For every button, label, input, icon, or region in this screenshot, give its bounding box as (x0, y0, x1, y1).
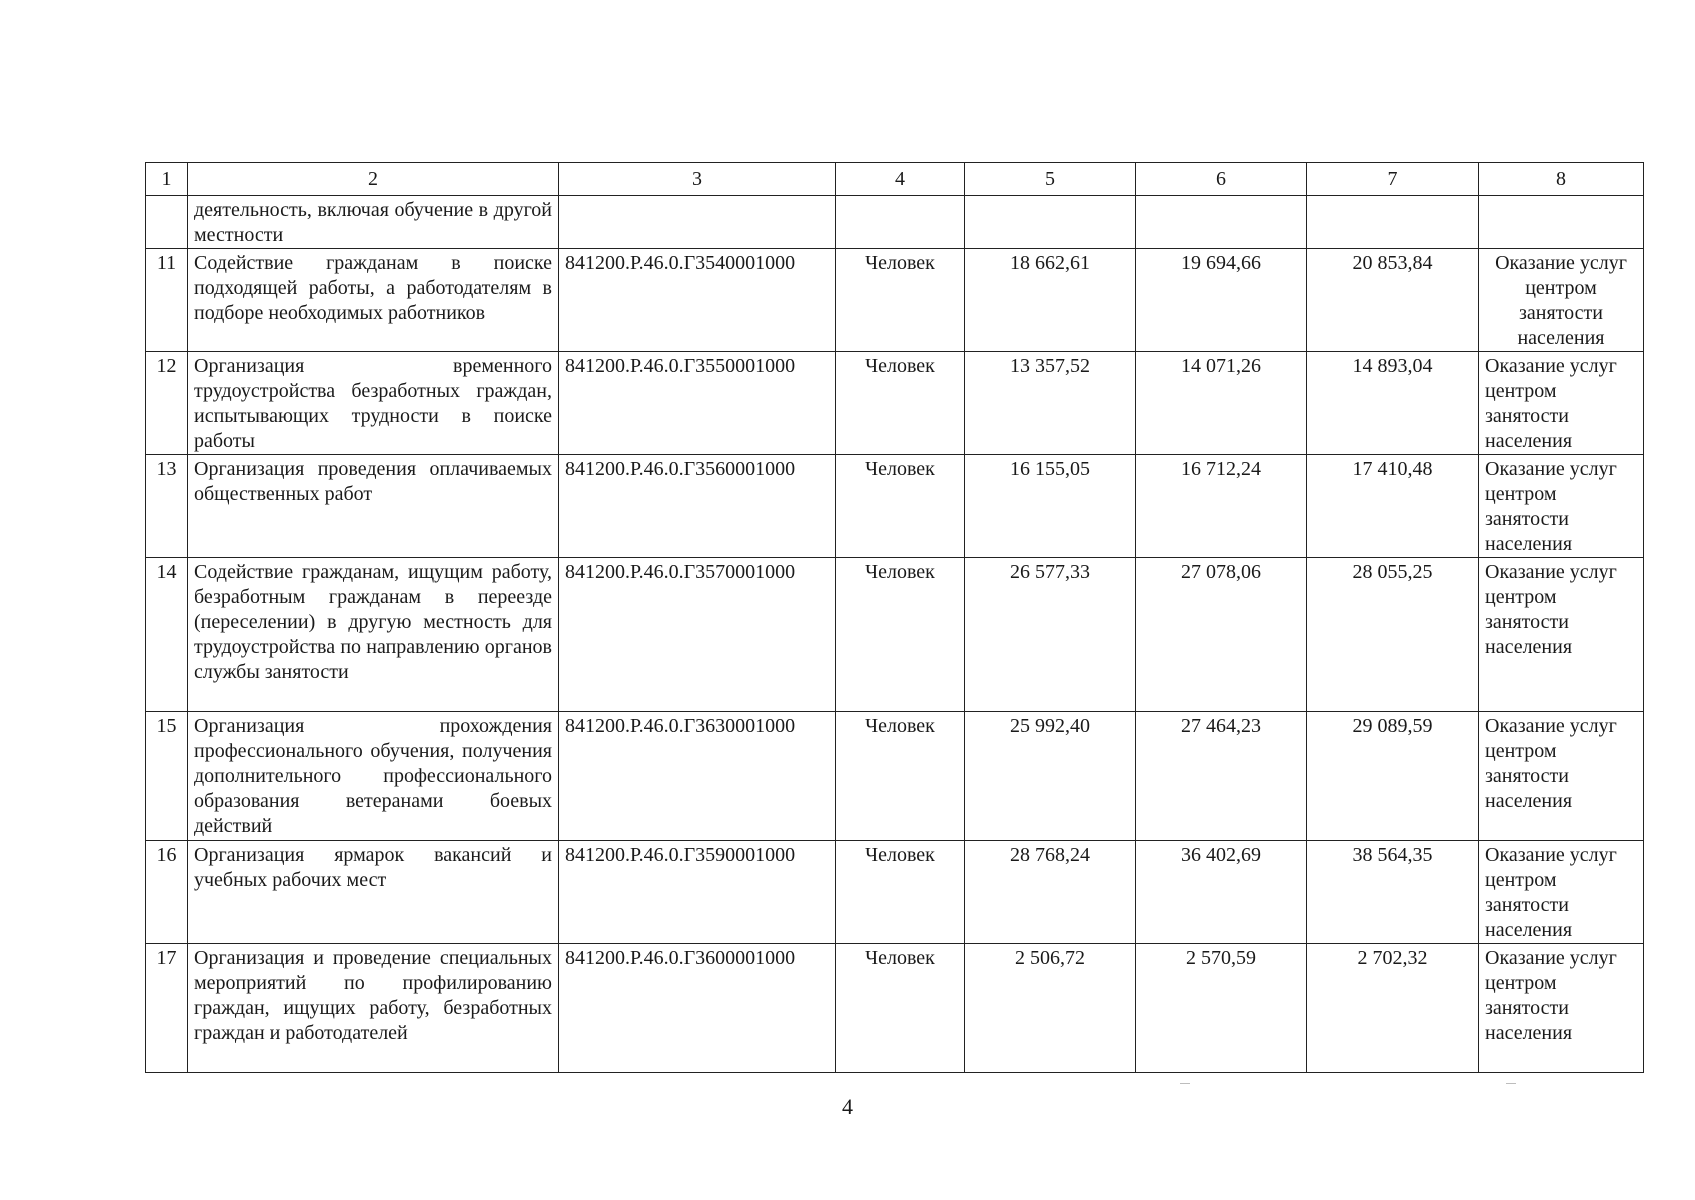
header-cell-6: 6 (1136, 163, 1307, 196)
value-col-5: 25 992,40 (965, 712, 1136, 841)
header-cell-5: 5 (965, 163, 1136, 196)
registry-code: 841200.Р.46.0.Г3600001000 (559, 944, 836, 1073)
value-col-7: 14 893,04 (1307, 352, 1479, 455)
value-col-6: 14 071,26 (1136, 352, 1307, 455)
table-row (146, 712, 1644, 841)
table-row (146, 558, 1644, 712)
service-name: Содействие гражданам в поиске подходящей работы, а работодателям в подборе необходимых работников (188, 249, 559, 352)
service-name: Организация ярмарок вакансий и учебных рабочих мест (188, 841, 559, 944)
service-note: Оказание услуг центром занятости населения (1479, 558, 1644, 712)
service-note: Оказание услуг центром занятости населения (1479, 841, 1644, 944)
table-row (146, 352, 1644, 455)
header-cell-7: 7 (1307, 163, 1479, 196)
registry-code (559, 196, 836, 249)
service-note: Оказание услуг центром занятости населения (1479, 944, 1644, 1073)
service-name: Организация и проведение специальных мероприятий по профилированию граждан, ищущих работу, безработных граждан и работодателей (188, 944, 559, 1073)
value-col-5: 18 662,61 (965, 249, 1136, 352)
scan-mark (1180, 1083, 1190, 1084)
value-col-5: 13 357,52 (965, 352, 1136, 455)
unit-of-measure: Человек (836, 352, 965, 455)
value-col-5 (965, 196, 1136, 249)
header-cell-2: 2 (188, 163, 559, 196)
value-col-6: 2 570,59 (1136, 944, 1307, 1073)
service-name: Организация прохождения профессионального обучения, получения дополнительного профессионального образования ветеранами боевых действий (188, 712, 559, 841)
row-number: 12 (146, 352, 188, 455)
service-name: деятельность, включая обучение в другой местности (188, 196, 559, 249)
value-col-6 (1136, 196, 1307, 249)
value-col-5: 28 768,24 (965, 841, 1136, 944)
unit-of-measure: Человек (836, 249, 965, 352)
header-cell-4: 4 (836, 163, 965, 196)
value-col-7: 2 702,32 (1307, 944, 1479, 1073)
value-col-7 (1307, 196, 1479, 249)
value-col-6: 16 712,24 (1136, 455, 1307, 558)
row-number: 17 (146, 944, 188, 1073)
value-col-6: 27 464,23 (1136, 712, 1307, 841)
row-number: 16 (146, 841, 188, 944)
registry-code: 841200.Р.46.0.Г3540001000 (559, 249, 836, 352)
unit-of-measure: Человек (836, 712, 965, 841)
row-number: 14 (146, 558, 188, 712)
unit-of-measure: Человек (836, 841, 965, 944)
service-note: Оказание услуг центром занятости населения (1479, 352, 1644, 455)
table-row (146, 196, 1644, 249)
service-note: Оказание услуг центром занятости населения (1479, 712, 1644, 841)
scan-mark (1506, 1083, 1516, 1084)
value-col-7: 38 564,35 (1307, 841, 1479, 944)
service-name: Организация проведения оплачиваемых общественных работ (188, 455, 559, 558)
unit-of-measure: Человек (836, 944, 965, 1073)
value-col-7: 17 410,48 (1307, 455, 1479, 558)
registry-code: 841200.Р.46.0.Г3560001000 (559, 455, 836, 558)
registry-code: 841200.Р.46.0.Г3570001000 (559, 558, 836, 712)
value-col-6: 36 402,69 (1136, 841, 1307, 944)
service-note (1479, 196, 1644, 249)
services-table (145, 162, 1644, 1073)
service-name: Организация временного трудоустройства безработных граждан, испытывающих трудности в поиске работы (188, 352, 559, 455)
unit-of-measure: Человек (836, 455, 965, 558)
table-row (146, 841, 1644, 944)
page-number: 4 (842, 1094, 853, 1119)
service-note: Оказание услуг центром занятости населения (1479, 249, 1644, 352)
row-number: 11 (146, 249, 188, 352)
header-cell-3: 3 (559, 163, 836, 196)
service-name: Содействие гражданам, ищущим работу, безработным гражданам в переезде (переселении) в другую местность для трудоустройства по направлению органов службы занятости (188, 558, 559, 712)
row-number: 13 (146, 455, 188, 558)
value-col-6: 19 694,66 (1136, 249, 1307, 352)
row-number: 15 (146, 712, 188, 841)
value-col-5: 16 155,05 (965, 455, 1136, 558)
registry-code: 841200.Р.46.0.Г3630001000 (559, 712, 836, 841)
value-col-5: 2 506,72 (965, 944, 1136, 1073)
row-number (146, 196, 188, 249)
table-row (146, 944, 1644, 1073)
registry-code: 841200.Р.46.0.Г3590001000 (559, 841, 836, 944)
registry-code: 841200.Р.46.0.Г3550001000 (559, 352, 836, 455)
unit-of-measure: Человек (836, 558, 965, 712)
unit-of-measure (836, 196, 965, 249)
value-col-5: 26 577,33 (965, 558, 1136, 712)
header-cell-8: 8 (1479, 163, 1644, 196)
header-row (146, 163, 1644, 196)
value-col-7: 29 089,59 (1307, 712, 1479, 841)
table-row (146, 455, 1644, 558)
table-row (146, 249, 1644, 352)
value-col-6: 27 078,06 (1136, 558, 1307, 712)
service-note: Оказание услуг центром занятости населения (1479, 455, 1644, 558)
header-cell-1: 1 (146, 163, 188, 196)
value-col-7: 20 853,84 (1307, 249, 1479, 352)
value-col-7: 28 055,25 (1307, 558, 1479, 712)
